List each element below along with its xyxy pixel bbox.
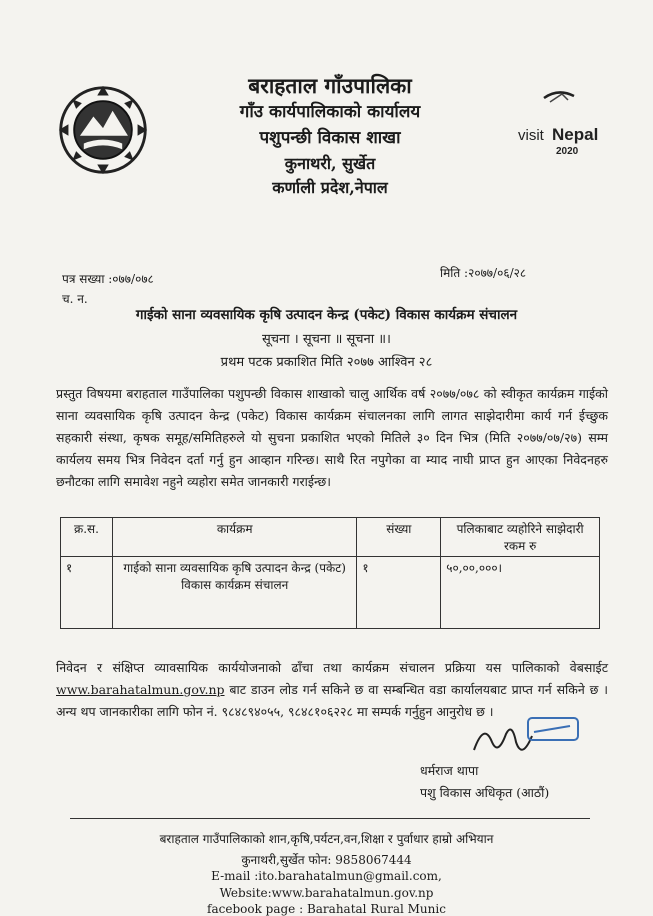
table-header-row: [61, 518, 600, 557]
nepal-government-emblem-icon: [54, 82, 152, 178]
col-header-amount: पलिकाबाट व्यहोरिने साझेदारी रकम रु: [441, 518, 600, 557]
cell-count: १: [357, 557, 441, 629]
cell-sn: १: [61, 557, 113, 629]
footer-website[interactable]: Website:www.barahatalmun.gov.np: [219, 886, 434, 900]
branch-name: पशुपन्छी विकास शाखा: [259, 128, 401, 148]
footer-divider: [70, 818, 590, 819]
footer-facebook[interactable]: facebook page : Barahatal Rural Munic: [207, 902, 446, 916]
year-word: 2020: [556, 146, 579, 157]
col-header-sn: क्र.स.: [61, 518, 113, 557]
notice-title: गाईको साना व्यवसायिक कृषि उत्पादन केन्द्र (पकेट) विकास कार्यक्रम संचालन: [135, 307, 518, 323]
table-row: [61, 557, 600, 629]
body-paragraph-1: प्रस्तुत विषयमा बराहताल गाउँपालिका पशुपन्छी विकास शाखाको चालु आर्थिक वर्ष २०७७/०७८ को स्वीकृत कार्यक्रम गाईको साना व्यवसायिक कृषि उत्पादन केन्द्र (पकेट) विकास कार्यक्रम संचालनका लागि लागत साझेदारीमा कार्य गर्न ईच्छुक सहकारी संस्था, कृषक समूह/समितिहरुले यो सुचना प्रकाशित भएको मितिले ३० दिन भित्र (मिति २०७७/०७/२७) सम्म कार्यलय समय भित्र निवेदन दर्ता गर्नु हुन आव्हान गरिन्छ। साथै रित नपुगेका वा म्याद नाघी प्राप्त हुन आएका निवेदनहरु छनौटका लागि समावेश नहुने व्यहोरा समेत जानकारी गराईन्छ।: [56, 386, 608, 489]
cell-program: गाईको साना व्यवसायिक कृषि उत्पादन केन्द्र (पकेट) विकास कार्यक्रम संचालन: [112, 557, 356, 629]
office-address: कुनाथरी, सुर्खेत: [284, 154, 376, 173]
signatory-designation: पशु विकास अधिकृत (आठौं): [420, 785, 550, 800]
footer-email[interactable]: E-mail :ito.barahatalmun@gmail.com,: [211, 869, 442, 883]
signatory-name: धर्मराज थापा: [420, 763, 479, 778]
program-table: [60, 517, 600, 629]
dispatch-number: च. न.: [62, 292, 88, 306]
visit-nepal-logo: [516, 88, 616, 160]
website-link[interactable]: www.barahatalmun.gov.np: [56, 682, 225, 697]
province-address: कर्णाली प्रदेश,नेपाल: [272, 178, 388, 197]
visit-nepal-mountain-icon: [516, 88, 616, 160]
office-name: गाँउ कार्यपालिकाको कार्यालय: [239, 102, 421, 122]
col-header-program: कार्यक्रम: [112, 518, 356, 557]
paragraph-2-lead: निवेदन र संक्षिप्त व्यावसायिक कार्ययोजनाको ढाँचा तथा कार्यक्रम संचालन प्रक्रिया यस पालिकाको वेबसाईट: [56, 660, 608, 675]
notice-subtitle: सूचना । सूचना ॥ सूचना ॥।: [262, 332, 391, 347]
municipality-name: बराहताल गाँउपालिका: [248, 73, 412, 98]
publication-date: प्रथम पटक प्रकाशित मिति २०७७ आश्विन २८: [220, 355, 433, 370]
paragraph-2-tail: बाट डाउन लोड गर्न सकिने छ वा सम्बन्धित वडा कार्यालयबाट प्राप्त गर्न सकिने छ । अन्य थप जानकारीका लागि फोन नं. ९८४८९४०५५, ९८४८१०६२२८ मा सम्पर्क गर्नुहुन आनुरोध छ ।: [56, 682, 608, 719]
footer-contact: कुनाथरी,सुर्खेत फोन: 9858067444: [241, 853, 412, 867]
visit-word: visit: [518, 127, 544, 144]
nepal-word: Nepal: [552, 125, 599, 144]
handwritten-signature-icon: [470, 712, 580, 768]
col-header-count: संख्या: [357, 518, 441, 557]
reference-number: पत्र सख्या :०७७/०७८: [62, 272, 154, 286]
cell-amount: ५०,००,०००।: [441, 557, 600, 629]
footer-slogan: बराहताल गाउँपालिकाको शान,कृषि,पर्यटन,वन,शिक्षा र पुर्वाधार हाम्रो अभियान: [159, 832, 494, 846]
letter-date: मिति :२०७७/०६/२८: [440, 266, 527, 280]
